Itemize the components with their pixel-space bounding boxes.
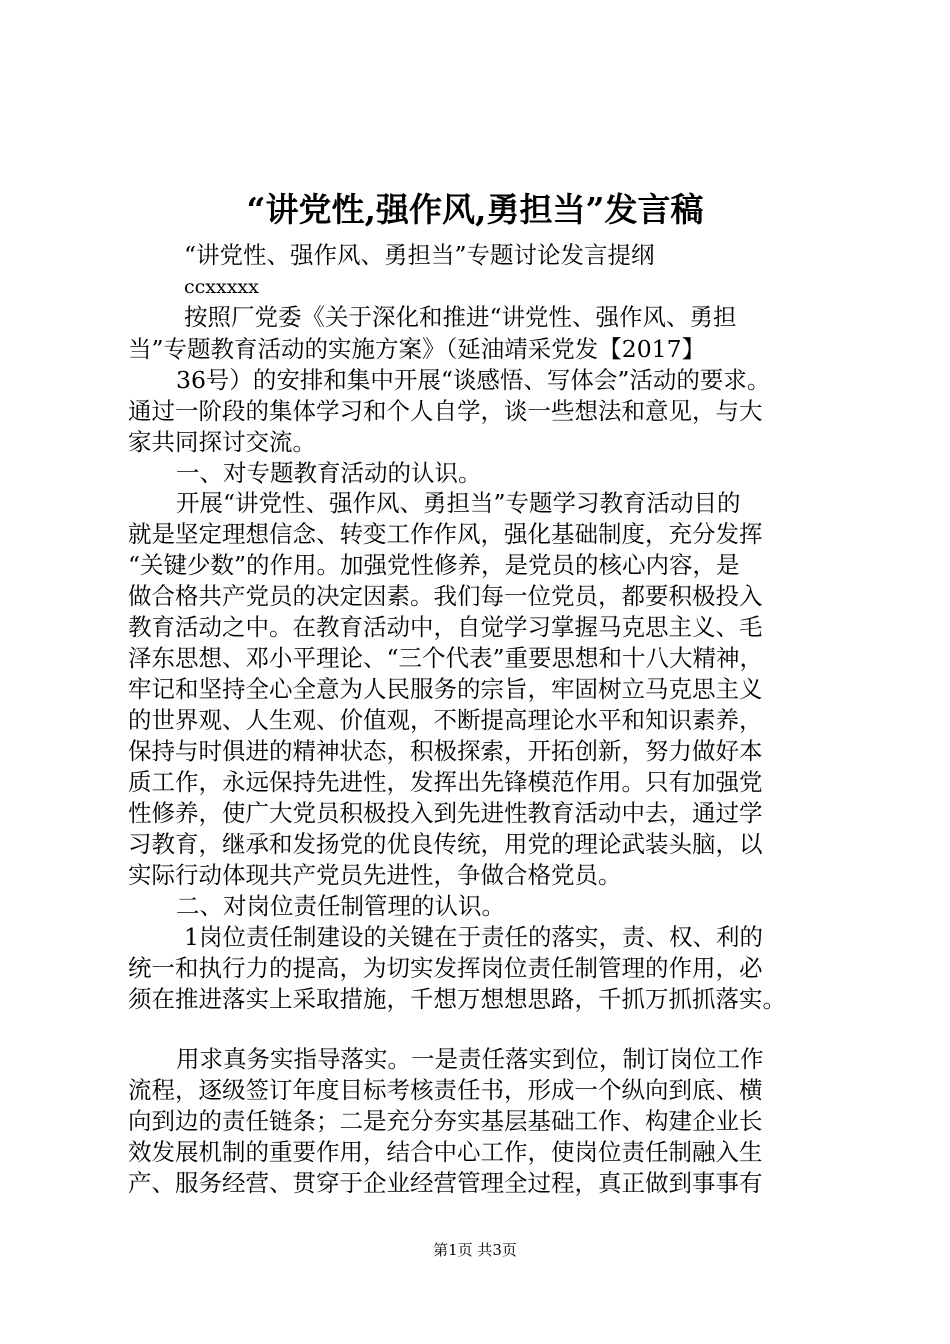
page-footer: 第1页 共3页 [433,1241,517,1259]
author-name: ccxxxxx [184,276,259,298]
paragraph-line: “关键少数”的作用。加强党性修养，是党员的核心内容，是 [128,551,740,579]
paragraph-line: 当”专题教育活动的实施方案》（延油靖采党发【2017】 [128,335,706,363]
paragraph-line: 效发展机制的重要作用，结合中心工作，使岗位责任制融入生 [128,1138,763,1166]
paragraph-line: 1岗位责任制建设的关键在于责任的落实，责、权、利的 [184,923,763,951]
paragraph-line: 流程，逐级签订年度目标考核责任书，形成一个纵向到底、横 [128,1076,763,1104]
paragraph-line: 做合格共产党员的决定因素。我们每一位党员，都要积极投入 [128,582,763,610]
section-heading: 一、对专题教育活动的认识。 [176,459,482,487]
paragraph-line: 保持与时俱进的精神状态，积极探索，开拓创新，努力做好本 [128,737,763,765]
paragraph-line: 牢记和坚持全心全意为人民服务的宗旨，牢固树立马克思主义 [128,675,763,703]
paragraph-line: 质工作，永远保持先进性，发挥出先锋模范作用。只有加强党 [128,768,763,796]
paragraph-line: 习教育，继承和发扬党的优良传统，用党的理论武装头脑，以 [128,830,763,858]
paragraph-line: 开展“讲党性、强作风、勇担当”专题学习教育活动目的 [176,489,741,517]
document-title: “讲党性,强作风,勇担当”发言稿 [246,190,704,229]
paragraph-line: 通过一阶段的集体学习和个人自学，谈一些想法和意见，与大 [128,397,763,425]
paragraph-line: 向到边的责任链条；二是充分夯实基层基础工作、构建企业长 [128,1107,763,1135]
paragraph-line: 家共同探讨交流。 [128,428,316,456]
paragraph-line: 须在推进落实上采取措施，千想万想想思路，千抓万抓抓落实。 [128,985,786,1013]
paragraph-line: 36号）的安排和集中开展“谈感悟、写体会”活动的要求。 [176,366,771,394]
paragraph-line: 统一和执行力的提高，为切实发挥岗位责任制管理的作用，必 [128,954,763,982]
paragraph-line: 产、服务经营、贯穿于企业经营管理全过程，真正做到事事有 [128,1169,763,1197]
section-heading: 二、对岗位责任制管理的认识。 [176,892,505,920]
paragraph-line: 的世界观、人生观、价值观，不断提高理论水平和知识素养， [128,706,763,734]
paragraph-line: 用求真务实指导落实。一是责任落实到位，制订岗位工作 [176,1045,764,1073]
paragraph-line: 按照厂党委《关于深化和推进“讲党性、强作风、勇担 [184,303,737,331]
paragraph-line: 实际行动体现共产党员先进性，争做合格党员。 [128,861,622,889]
document-subtitle: “讲党性、强作风、勇担当”专题讨论发言提纲 [184,241,655,269]
paragraph-line: 就是坚定理想信念、转变工作作风，强化基础制度，充分发挥 [128,520,763,548]
paragraph-line: 性修养，使广大党员积极投入到先进性教育活动中去，通过学 [128,799,763,827]
paragraph-line: 教育活动之中。在教育活动中，自觉学习掌握马克思主义、毛 [128,613,763,641]
paragraph-line: 泽东思想、邓小平理论、“三个代表”重要思想和十八大精神， [128,644,764,672]
